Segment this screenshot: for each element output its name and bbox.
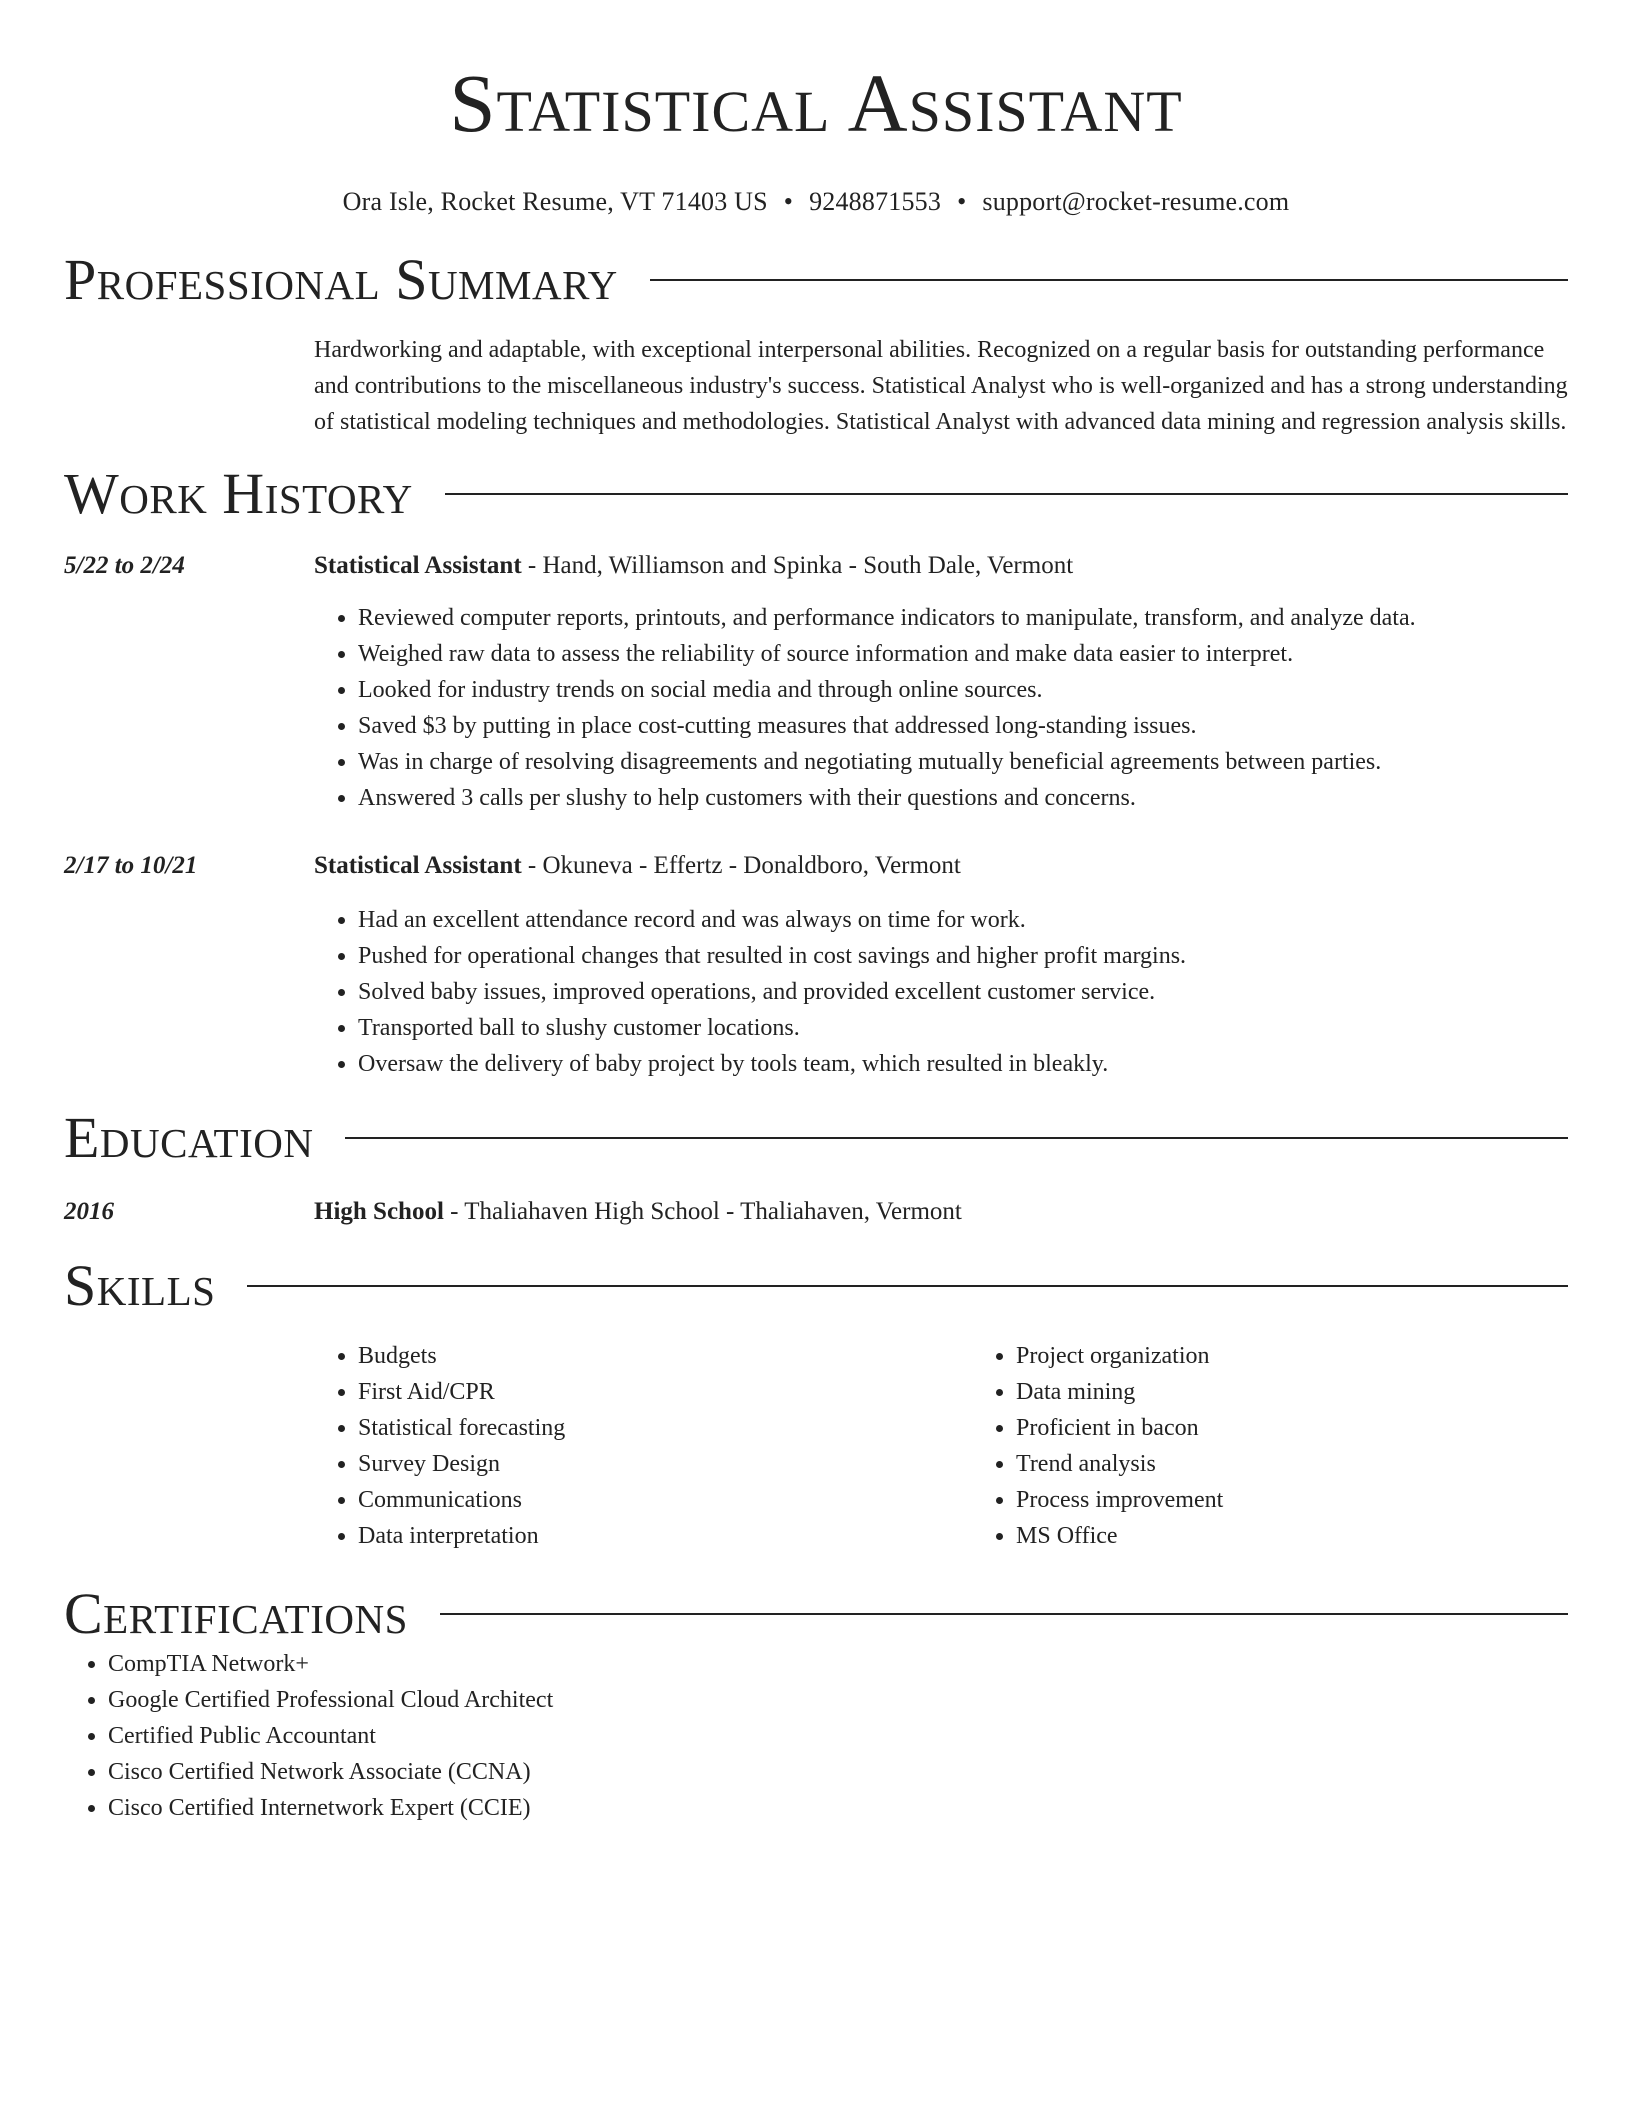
section-divider bbox=[445, 493, 1568, 495]
education-degree: High School bbox=[314, 1198, 444, 1225]
contact-line bbox=[64, 186, 1568, 218]
contact-phone: 9248871553 bbox=[809, 187, 942, 216]
skills-list-left bbox=[314, 1338, 972, 1554]
job-dates: 5/22 to 2/24 bbox=[64, 552, 185, 579]
contact-separator: • bbox=[783, 187, 794, 216]
list-item: • Certified Public Accountant bbox=[108, 1718, 1568, 1754]
list-item: • Transported ball to slushy customer locations. bbox=[358, 1010, 1568, 1046]
list-item: • Budgets bbox=[358, 1338, 972, 1374]
contact-email: support@rocket-resume.com bbox=[982, 187, 1290, 216]
job-entry bbox=[64, 548, 1568, 816]
list-item: • Was in charge of resolving disagreements and negotiating mutually beneficial agreements between parties. bbox=[358, 744, 1568, 780]
education-heading: Education bbox=[64, 1105, 314, 1170]
contact-separator: • bbox=[957, 187, 967, 216]
job-title: Statistical Assistant bbox=[314, 552, 522, 579]
list-item: • Statistical forecasting bbox=[358, 1410, 972, 1446]
list-item: • Answered 3 calls per slushy to help customers with their questions and concerns. bbox=[358, 780, 1568, 816]
list-item: • Saved $3 by putting in place cost-cutting measures that addressed long-standing issues. bbox=[358, 708, 1568, 744]
list-item: • First Aid/CPR bbox=[358, 1374, 972, 1410]
summary-section-header bbox=[64, 248, 1568, 312]
resume-title: Statistical Assistant bbox=[449, 57, 1183, 149]
job-role bbox=[314, 848, 961, 884]
summary-heading: Professional Summary bbox=[64, 247, 618, 312]
education-year: 2016 bbox=[64, 1198, 114, 1225]
job-role bbox=[314, 548, 1073, 584]
job-dates: 2/17 to 10/21 bbox=[64, 852, 198, 879]
list-item: • Data mining bbox=[1016, 1374, 1630, 1410]
skills-section-header bbox=[64, 1254, 1568, 1318]
section-divider bbox=[247, 1285, 1568, 1287]
list-item: • MS Office bbox=[1016, 1518, 1630, 1554]
list-item: • Google Certified Professional Cloud Architect bbox=[108, 1682, 1568, 1718]
list-item: • Survey Design bbox=[358, 1446, 972, 1482]
job-details: - Hand, Williamson and Spinka - South Dale, Vermont bbox=[521, 552, 1074, 579]
skills-list-right bbox=[972, 1338, 1630, 1554]
job-details: - Okuneva - Effertz - Donaldboro, Vermont bbox=[521, 852, 961, 879]
skills-columns bbox=[314, 1338, 1568, 1554]
summary-text: Hardworking and adaptable, with exceptional interpersonal abilities. Recognized on a regular basis for outstanding performance and contributions to the miscellaneous industry's success. Statistical Analyst who is well-organized and has a strong understanding of statistical modeling techniques and methodologies. Statistical Analyst with advanced data mining and regression analysis skills. bbox=[314, 337, 1568, 435]
work-section-header bbox=[64, 462, 1568, 526]
job-entry bbox=[64, 848, 1568, 1082]
job-bullets bbox=[314, 600, 1568, 816]
job-bullets bbox=[314, 902, 1568, 1082]
list-item: • Looked for industry trends on social media and through online sources. bbox=[358, 672, 1568, 708]
education-role bbox=[314, 1194, 962, 1230]
work-heading: Work History bbox=[64, 461, 413, 526]
education-section-header bbox=[64, 1106, 1568, 1170]
certifications-heading: Certifications bbox=[64, 1581, 408, 1646]
education-entry bbox=[64, 1194, 1568, 1230]
list-item: • Pushed for operational changes that resulted in cost savings and higher profit margins. bbox=[358, 938, 1568, 974]
section-divider bbox=[345, 1137, 1568, 1139]
list-item: • Weighed raw data to assess the reliability of source information and make data easier to interpret. bbox=[358, 636, 1568, 672]
list-item: • Proficient in bacon bbox=[1016, 1410, 1630, 1446]
list-item: • Process improvement bbox=[1016, 1482, 1630, 1518]
section-divider bbox=[650, 279, 1568, 281]
list-item: • Cisco Certified Network Associate (CCNA) bbox=[108, 1754, 1568, 1790]
list-item: • CompTIA Network+ bbox=[108, 1646, 1568, 1682]
skills-heading: Skills bbox=[64, 1253, 216, 1318]
list-item: • Data interpretation bbox=[358, 1518, 972, 1554]
list-item: • Trend analysis bbox=[1016, 1446, 1630, 1482]
list-item: • Solved baby issues, improved operations, and provided excellent customer service. bbox=[358, 974, 1568, 1010]
list-item: • Had an excellent attendance record and was always on time for work. bbox=[358, 902, 1568, 938]
list-item: • Oversaw the delivery of baby project by tools team, which resulted in bleakly. bbox=[358, 1046, 1568, 1082]
list-item: • Reviewed computer reports, printouts, and performance indicators to manipulate, transform, and analyze data. bbox=[358, 600, 1568, 636]
list-item: • Cisco Certified Internetwork Expert (CCIE) bbox=[108, 1790, 1568, 1826]
section-divider bbox=[440, 1613, 1568, 1615]
contact-address: Ora Isle, Rocket Resume, VT 71403 US bbox=[342, 187, 768, 216]
list-item: • Communications bbox=[358, 1482, 972, 1518]
list-item: • Project organization bbox=[1016, 1338, 1630, 1374]
certifications-section-header bbox=[64, 1582, 1568, 1646]
education-details: - Thaliahaven High School - Thaliahaven, Vermont bbox=[443, 1198, 962, 1225]
job-title: Statistical Assistant bbox=[314, 852, 522, 879]
certifications-list bbox=[64, 1646, 1568, 1826]
